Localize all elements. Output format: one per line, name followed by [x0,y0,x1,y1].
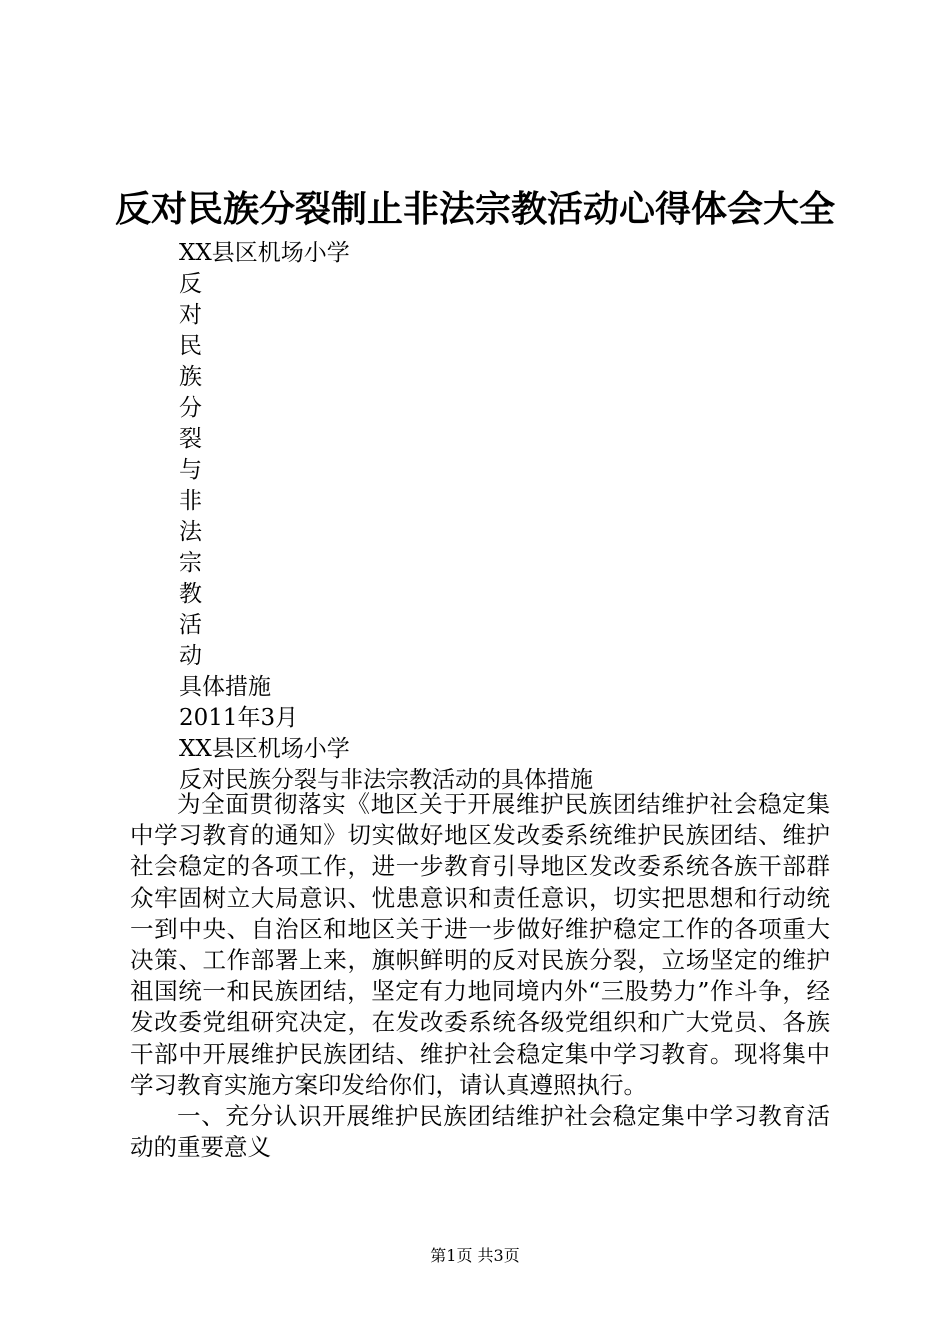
text-line: 对 [179,302,202,328]
text-line: 与 [179,457,202,483]
text-line: 裂 [179,426,202,452]
text-line: 反 [179,271,202,297]
text-line: 民 [179,333,202,359]
section-heading: 一、充分认识开展维护民族团结维护社会稳定集中学习教育活动的重要意义 [130,1102,830,1162]
header-lines [179,238,839,796]
date-line: 2011年3月 [179,705,299,731]
text-line: 教 [179,581,202,607]
text-line: 分 [179,395,202,421]
text-line: 宗 [179,550,202,576]
document-body [130,789,830,1163]
text-line: 族 [179,364,202,390]
text-line: 法 [179,519,202,545]
document-title: 反对民族分裂制止非法宗教活动心得体会大全 [114,188,835,230]
text-line: XX县区机场小学 [179,240,350,266]
page-footer: 第1页 共3页 [430,1246,520,1265]
subtitle-line: 反对民族分裂与非法宗教活动的具体措施 [179,767,593,793]
text-line: 具体措施 [179,674,271,700]
body-paragraph: 为全面贯彻落实《地区关于开展维护民族团结维护社会稳定集中学习教育的通知》切实做好地区发改委系统维护民族团结、维护社会稳定的各项工作，进一步教育引导地区发改委系统各族干部群众牢固树立大局意识、忧患意识和责任意识，切实把思想和行动统一到中央、自治区和地区关于进一步做好维护稳定工作的各项重大决策、工作部署上来，旗帜鲜明的反对民族分裂，立场坚定的维护祖国统一和民族团结，坚定有力地同境内外“三股势力”作斗争，经发改委党组研究决定，在发改委系统各级党组织和广大党员、各族干部中开展维护民族团结、维护社会稳定集中学习教育。现将集中学习教育实施方案印发给你们，请认真遵照执行。 [130,790,830,1099]
text-line: 动 [179,643,202,669]
text-line: 活 [179,612,202,638]
text-line: XX县区机场小学 [179,736,350,762]
text-line: 非 [179,488,202,514]
